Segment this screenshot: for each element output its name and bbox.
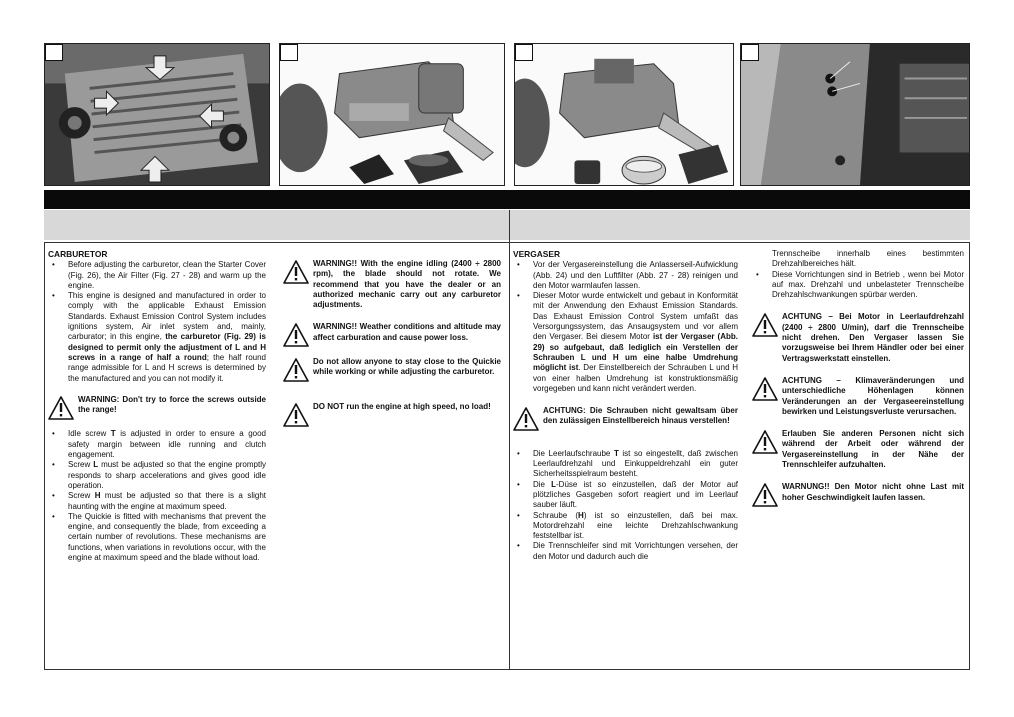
- warning-icon: [752, 313, 778, 337]
- english-header-bar: [44, 210, 509, 240]
- warning-screws-range-de: ACHTUNG: Die Schrauben nicht gewaltsam über den zulässigen Einstellbereich hinaus verstellen!: [513, 406, 738, 427]
- warning-icon: [283, 403, 309, 427]
- figure-27-air-filter-cover: [279, 43, 505, 186]
- warning-bystanders: Do not allow anyone to stay close to the Quickie while working or while adjusting the carburetor.: [283, 357, 501, 378]
- english-left-column: [48, 249, 266, 563]
- warning-idling: WARNING!! With the engine idling (2400 ÷ 2800 rpm), the blade should not rotate. We recommend that you have the dealer or an authorized mechanic carry out any carburetor adjustments.: [283, 259, 501, 310]
- warning-weather: WARNING!! Weather conditions and altitude may affect carburation and cause power loss.: [283, 322, 501, 343]
- column-divider: [509, 210, 510, 670]
- figure-29-carburetor-screws: [740, 43, 970, 186]
- warning-icon: [513, 407, 539, 431]
- warning-icon: [752, 483, 778, 507]
- warning-no-load-de: WARNUNG!! Den Motor nicht ohne Last mit hoher Geschwindigkeit laufen lassen.: [752, 482, 964, 503]
- list-item: • Screw H must be adjusted so that there is a slight haunting with the engine at maximum speed.: [48, 491, 266, 512]
- german-left-column: [513, 249, 738, 562]
- warning-icon: [752, 377, 778, 401]
- section-title-bar: [44, 190, 970, 209]
- german-right-column: [752, 249, 964, 503]
- vergaser-heading: VERGASER: [513, 249, 561, 259]
- list-item: • Die Leerlaufschraube T ist so eingestellt, daß zwischen Leerlaufdrehzahl und Einkuppeldrehzahl ein guter Sicherheitsspielraum besteht.: [513, 449, 738, 480]
- german-header-bar: [510, 210, 970, 240]
- warning-no-load: DO NOT run the engine at high speed, no load!: [283, 402, 501, 412]
- warning-screws-range: WARNING: Don't try to force the screws outside the range!: [48, 395, 266, 416]
- list-item: • Vor der Vergasereinstellung die Anlasserseil-Aufwicklung (Abb. 24) und den Luftfilter (Abb. 27 - 28) reinigen und den Motor warmlaufen lassen.: [513, 260, 738, 291]
- warning-bystanders-de: Erlauben Sie anderen Personen nicht sich während der Arbeit oder während der Vergasereinstellung in der Nähe der Trennschleifer aufzuhalten.: [752, 429, 964, 470]
- list-item: • Die Trennschleifer sind mit Vorrichtungen versehen, der den Motor und dadurch auch die: [513, 541, 738, 562]
- warning-icon: [283, 323, 309, 347]
- list-item: • Screw L must be adjusted so that the engine promptly responds to sharp accelerations and gives good idle operation.: [48, 460, 266, 491]
- list-item: • Die L-Düse ist so einzustellen, daß der Motor auf plötzliches Gasgeben sofort reagiert und im Leerlauf sauber läuft.: [513, 480, 738, 511]
- list-item: • This engine is designed and manufactured in order to comply with the applicable Exhaust Emission Standards. Exhaust Emission Control System includes ignitions system, Air inlet system and, mainly, carburator; in this engine, the carburetor (Fig. 29) is designed to permit only the adjustment of L and H screws in a range of half a round; the half round range admissible for L and H screws is determined by the manufactured and you can not modify it.: [48, 291, 266, 384]
- warning-icon: [48, 396, 74, 420]
- list-item: • Before adjusting the carburetor, clean the Starter Cover (Fig. 26), the Air Filter (Fig. 27 - 28) and warm up the engine.: [48, 260, 266, 291]
- warning-idling-de: ACHTUNG – Bei Motor in Leerlaufdrehzahl (2400 ÷ 2800 U/min), darf die Trennscheibe nicht drehen. Den Vergaser lassen Sie vorzugsweise bei Ihrem Händler oder bei einer Vertragswerkstatt einstellen.: [752, 312, 964, 363]
- list-item: • The Quickie is fitted with mechanisms that prevent the engine, and consequently the blade, from exceeding a certain number of revolutions. These mechanisms are functions, when variations in revolutions occur, with the engine at maximum speed and the blade without load.: [48, 512, 266, 563]
- figure-28-air-filter-parts: [514, 43, 734, 186]
- list-item: • Dieser Motor wurde entwickelt und gebaut in Konformität mit der Anwendung den Exhaust Emission Standards. Das Exhaust Emission Control System umfaßt das Versorgungssystem, das Ansaugsystem und vor allem den Vergaser. Bei diesem Motor ist der Vergaser (Abb. 29) so aufgebaut, daß lediglich ein Verstellen der Schrauben L und H um eine halbe Umdrehung möglicht ist. Der Einstellbereich der Schrauben L und H von einer halben Umdrehung ist konstruktionsmäßig vorgegeben und kann nicht verändert werden.: [513, 291, 738, 394]
- list-item: • Schraube (H) ist so einzustellen, daß bei max. Motordrehzahl eine leichte Drehzahlschwankung feststellbar ist.: [513, 511, 738, 542]
- english-warnings-column: [283, 259, 501, 412]
- warning-weather-de: ACHTUNG – Klimaveränderungen und unterschiedliche Höhenlagen können Veränderungen an der Vergaseereinstellung bewirken und Leistungsverluste verursachen.: [752, 376, 964, 417]
- continuation-text: Trennscheibe innerhalb eines bestimmten Drehzahlbereiches hält.: [772, 249, 964, 269]
- carburetor-heading: CARBURETOR: [48, 249, 108, 259]
- warning-icon: [752, 430, 778, 454]
- list-item: • Diese Vorrichtungen sind in Betrieb , wenn bei Motor auf max. Drehzahl und unbelasteter Trennscheibe Drehzahlschwankungen spürbar werden.: [752, 270, 964, 301]
- figure-26-starter-cover: [44, 43, 270, 186]
- warning-icon: [283, 358, 309, 382]
- warning-icon: [283, 260, 309, 284]
- list-item: • Idle screw T is adjusted in order to ensure a good safety margin between idle running and clutch engagement.: [48, 429, 266, 460]
